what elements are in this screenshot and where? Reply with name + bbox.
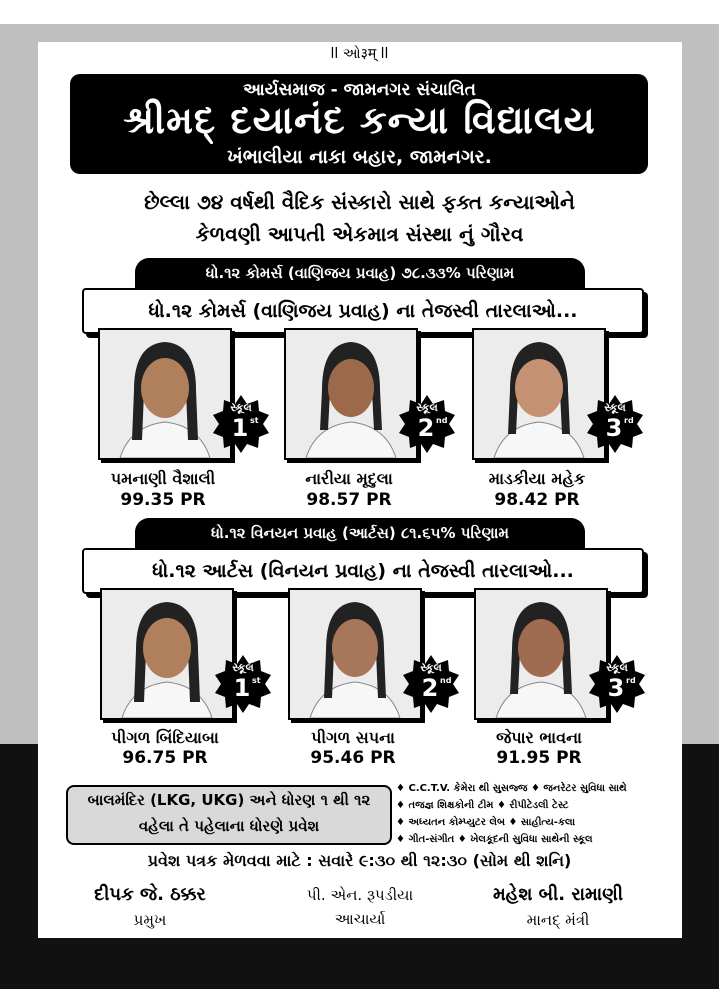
contact-timing: પ્રવેશ પત્રક મેળવવા માટે : સવારે ૯:૩૦ થી ૧૨:૩૦ (સોમ થી શનિ) — [147, 851, 572, 870]
arts-result-label: ધો.૧૨ વિનયન પ્રવાહ (આર્ટસ) ૮૧.૬૫% પરિણામ — [135, 518, 585, 548]
om-symbol: ll ઓ३म् ll — [330, 46, 389, 62]
rank-badge: સ્કૂલ 3 rd — [588, 655, 646, 713]
admission-line-1: બાલમંદિર (LKG, UKG) અને ધોરણ ૧ થી ૧૨ — [87, 791, 371, 809]
feature-line: ♦ ગીત-સંગીત ♦ ખેલકૂદની સુવિધા સાથેની સ્કૂલ — [396, 834, 593, 845]
student-name: માડકીયા મહેક — [488, 469, 586, 488]
student-score: 98.57 PR — [306, 490, 392, 510]
feature-line: ♦ C.C.T.V. કેમેરા થી સુસજ્જ ♦ જનરેટર સુવિધા સાથે — [396, 783, 627, 794]
signatory-name: દીપક જે. ઠક્કર — [94, 884, 206, 905]
rank-badge: સ્કૂલ 2 nd — [398, 395, 456, 453]
student-name: જેપાર ભાવના — [496, 728, 582, 747]
student-score: 91.95 PR — [496, 748, 582, 768]
school-address: ખંભાલીયા નાકા બહાર, જામનગર. — [227, 146, 492, 168]
signatory — [50, 884, 250, 929]
top-margin — [0, 0, 719, 24]
rank-badge: સ્કૂલ 1 st — [212, 395, 270, 453]
admission-line-2: વહેલા તે પહેલાના ધોરણે પ્રવેશ — [138, 817, 320, 835]
signatory-role: પ્રમુખ — [133, 911, 167, 929]
student-score: 99.35 PR — [120, 490, 206, 510]
rank-badge: સ્કૂલ 3 rd — [586, 395, 644, 453]
student-score: 98.42 PR — [494, 490, 580, 510]
feature-line: ♦ તજજ્ઞ શિક્ષકોની ટીમ ♦ રીપીટેડલી ટેસ્ટ — [396, 800, 569, 811]
commerce-result-label: ધો.૧૨ કોમર્સ (વાણિજય પ્રવાહ) ૭૮.૩૩% પરિણામ — [135, 258, 585, 288]
student-score: 96.75 PR — [122, 748, 208, 768]
admission-box — [66, 785, 392, 845]
signatory-name: મહેશ બી. રામાણી — [492, 884, 624, 905]
poster-bottom-edge — [24, 940, 695, 968]
signatory-role: માનદ્ મંત્રી — [526, 911, 590, 929]
tagline-line-1: છેલ્લા ૭૪ વર્ષથી વૈદિક સંસ્કારો સાથે ફક્ત કન્યાઓને — [144, 190, 575, 214]
signatory — [260, 886, 460, 928]
student-name: પીગળ સપના — [311, 728, 395, 747]
student-name: નારીયા મૃદુલા — [305, 469, 393, 488]
student-score: 95.46 PR — [310, 748, 396, 768]
school-name: શ્રીમદ્ દયાનંદ કન્યા વિદ્યાલય — [123, 98, 596, 142]
signatory-role: આચાર્યા — [334, 910, 386, 928]
student-name: પમનાણી વૈશાલી — [110, 469, 216, 488]
tagline-line-2: કેળવણી આપતી એકમાત્ર સંસ્થા નું ગૌરવ — [195, 222, 524, 246]
rank-badge: સ્કૂલ 1 st — [214, 655, 272, 713]
arts-heading: ધો.૧૨ આર્ટસ (વિનયન પ્રવાહ) ના તેજસ્વી તારલાઓ... — [82, 548, 644, 594]
organizer-line: આર્યસમાજ - જામનગર સંચાલિત — [243, 80, 476, 100]
commerce-heading: ધો.૧૨ કોમર્સ (વાણિજય પ્રવાહ) ના તેજસ્વી તારલાઓ... — [82, 288, 644, 334]
signatory — [458, 884, 658, 929]
student-name: પીગળ બિંદિયાબા — [111, 728, 219, 747]
feature-line: ♦ અધ્યતન કોમ્પ્યુટર લેબ ♦ સાહીત્ય-કલા — [396, 817, 576, 828]
signatory-name: પી. એન. રૂપડીયા — [306, 886, 414, 904]
rank-badge: સ્કૂલ 2 nd — [402, 655, 460, 713]
